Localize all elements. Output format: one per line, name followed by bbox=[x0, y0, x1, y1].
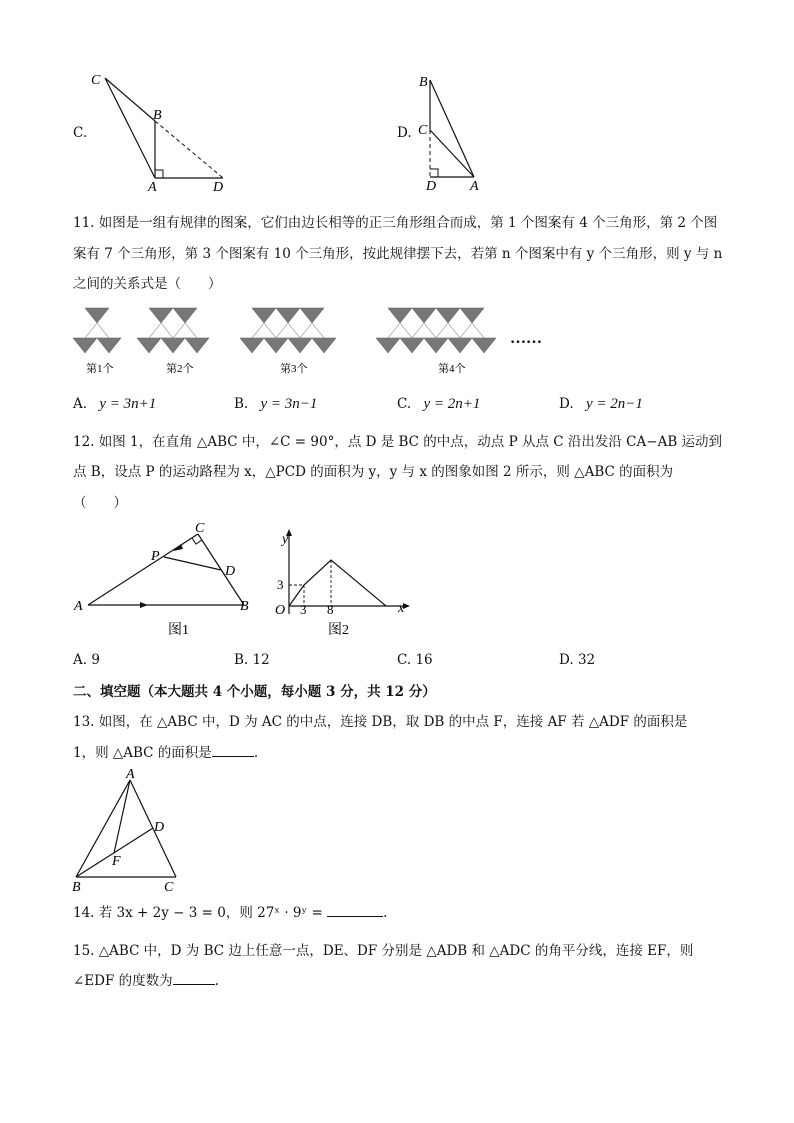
fig-d-label-c: C bbox=[418, 123, 428, 138]
pattern-caption-1: 第1个 bbox=[86, 363, 114, 375]
q15-line-2-text: ∠EDF 的度数为 bbox=[73, 973, 173, 989]
pattern-triangle bbox=[412, 308, 436, 323]
q13-label-b: B bbox=[72, 880, 81, 895]
pattern-triangle bbox=[85, 323, 109, 338]
q12-line-2: 点 B，设点 P 的运动路程为 x，△PCD 的面积为 y，y 与 x 的图象如图 2 所示，则 △ABC 的面积为 bbox=[73, 464, 674, 480]
fig2-graph-line bbox=[289, 560, 386, 606]
pattern-caption-2: 第2个 bbox=[166, 363, 194, 375]
pattern-triangle bbox=[240, 338, 264, 353]
q12-figure-1 bbox=[70, 518, 260, 643]
q13-label-a: A bbox=[126, 767, 135, 782]
q11-option-b-letter: B. bbox=[234, 396, 249, 412]
pattern-triangle bbox=[161, 338, 185, 353]
fig2-tick-y3: 3 bbox=[277, 577, 284, 592]
fig-d-label-d: D bbox=[426, 179, 437, 194]
fig2-tick-x3: 3 bbox=[300, 602, 307, 617]
q14-line bbox=[73, 904, 387, 922]
q15-line-2 bbox=[73, 972, 219, 990]
fig-c-label-a: A bbox=[148, 180, 157, 195]
pattern-triangle bbox=[288, 338, 312, 353]
fig1-line-ac bbox=[88, 534, 198, 605]
pattern-triangle bbox=[400, 338, 424, 353]
fig-d-right-angle bbox=[430, 169, 438, 177]
fig1-caption: 图1 bbox=[168, 623, 189, 638]
q13-label-f: F bbox=[112, 854, 121, 869]
fig-c-dashed-bd bbox=[155, 121, 223, 178]
fig2-label-o: O bbox=[275, 603, 286, 618]
q12-option-a-letter: A. bbox=[73, 652, 88, 668]
pattern-1 bbox=[73, 308, 121, 353]
q11-line-3: 之间的关系式是（ ） bbox=[73, 276, 222, 292]
q15-line-1: 15. △ABC 中，D 为 BC 边上任意一点，DE、DF 分别是 △ADB 和 △ADC 的角平分线，连接 EF，则 bbox=[73, 943, 694, 959]
pattern-caption-3: 第3个 bbox=[280, 363, 308, 375]
pattern-triangle bbox=[376, 338, 400, 353]
q12-option-a[interactable] bbox=[73, 652, 100, 668]
pattern-triangle bbox=[185, 338, 209, 353]
q12-option-d[interactable] bbox=[559, 652, 595, 668]
pattern-3 bbox=[240, 308, 336, 353]
fig1-label-a: A bbox=[74, 599, 83, 614]
pattern-2 bbox=[137, 308, 209, 353]
q13-line-af bbox=[114, 780, 130, 853]
q13-label-d: D bbox=[154, 820, 165, 835]
fig-c-line-ca bbox=[105, 78, 155, 178]
q11-option-b[interactable] bbox=[234, 396, 317, 413]
pattern-triangle bbox=[436, 308, 460, 323]
q12-option-c[interactable] bbox=[397, 652, 433, 668]
q11-option-c-expr: y = 2n+1 bbox=[423, 396, 481, 412]
fig-d-line-ba bbox=[430, 80, 474, 177]
q12-option-b-letter: B. bbox=[234, 652, 249, 668]
q13-line-1: 13. 如图，在 △ABC 中，D 为 AC 的中点，连接 DB，取 DB 的中点 F，连接 AF 若 △ADF 的面积是 bbox=[73, 714, 688, 730]
section-2-heading: 二、填空题（本大题共 4 个小题，每小题 3 分，共 12 分） bbox=[73, 684, 436, 700]
pattern-triangle bbox=[460, 308, 484, 323]
pattern-triangle bbox=[149, 308, 173, 323]
q12-line-3: （ ） bbox=[73, 495, 127, 511]
q12-option-c-letter: C. bbox=[397, 652, 412, 668]
option-c-letter: C. bbox=[73, 125, 88, 141]
pattern-triangle bbox=[85, 308, 109, 323]
q11-option-b-expr: y = 3n−1 bbox=[260, 396, 318, 412]
fig2-label-x: x bbox=[398, 601, 405, 616]
q11-option-d-expr: y = 2n−1 bbox=[585, 396, 643, 412]
q13-line-2 bbox=[73, 744, 258, 762]
pattern-caption-4: 第4个 bbox=[438, 363, 466, 375]
fig1-label-c: C bbox=[195, 521, 205, 536]
fig-d-label-b: B bbox=[419, 75, 428, 90]
pattern-triangle bbox=[264, 338, 288, 353]
fig-c-right-angle bbox=[155, 170, 163, 178]
fig1-label-d: D bbox=[225, 564, 236, 579]
q11-option-d[interactable] bbox=[559, 396, 643, 413]
fig1-label-b: B bbox=[240, 599, 249, 614]
fig2-caption: 图2 bbox=[328, 623, 349, 638]
pattern-triangle bbox=[252, 308, 276, 323]
q12-line-1: 12. 如图 1，在直角 △ABC 中，∠C = 90°，点 D 是 BC 的中点，动点 P 从点 C 沿出发沿 CA−AB 运动到 bbox=[73, 434, 723, 450]
pattern-triangle bbox=[73, 338, 97, 353]
fig1-label-p: P bbox=[151, 549, 160, 564]
option-d-letter: D. bbox=[397, 125, 412, 141]
q12-option-d-letter: D. bbox=[559, 652, 574, 668]
q14-end: . bbox=[383, 905, 388, 921]
q11-pattern-figure bbox=[70, 300, 590, 380]
fig-c-label-b: B bbox=[153, 108, 162, 123]
pattern-triangle bbox=[137, 338, 161, 353]
q11-option-c-letter: C. bbox=[397, 396, 412, 412]
q15-answer-blank[interactable] bbox=[173, 972, 215, 985]
fig-c-line-cb bbox=[105, 78, 155, 121]
q13-line-2-end: . bbox=[253, 745, 259, 761]
q12-option-c-value: 16 bbox=[415, 652, 433, 668]
q15-line-2-end: . bbox=[214, 973, 219, 989]
fig1-arrow-ab bbox=[140, 602, 148, 608]
q11-option-a-expr: y = 3n+1 bbox=[99, 396, 157, 412]
pattern-triangle bbox=[424, 338, 448, 353]
q13-triangle-figure bbox=[68, 765, 188, 895]
q11-option-c[interactable] bbox=[397, 396, 480, 413]
q12-option-b[interactable] bbox=[234, 652, 270, 668]
pattern-triangle bbox=[300, 308, 324, 323]
q13-line-2-text: 1，则 △ABC 的面积是 bbox=[73, 745, 212, 761]
pattern-ellipsis: …… bbox=[510, 330, 542, 347]
fig2-tick-x8: 8 bbox=[327, 602, 334, 617]
q14-answer-blank[interactable] bbox=[327, 904, 383, 917]
pattern-triangle bbox=[173, 308, 197, 323]
q10-figure-c bbox=[85, 66, 235, 196]
fig2-label-y: y bbox=[282, 532, 289, 547]
q12-option-a-value: 9 bbox=[91, 652, 100, 668]
fig-d-line-ca bbox=[430, 130, 474, 177]
q12-option-b-value: 12 bbox=[252, 652, 270, 668]
pattern-triangle bbox=[97, 338, 121, 353]
q13-line-ab bbox=[76, 780, 130, 877]
fig-d-label-a: A bbox=[470, 179, 479, 194]
q10-figure-d bbox=[410, 66, 500, 196]
q11-option-d-letter: D. bbox=[559, 396, 574, 412]
pattern-triangle bbox=[312, 338, 336, 353]
fig-c-label-c: C bbox=[91, 73, 101, 88]
q12-option-d-value: 32 bbox=[577, 652, 596, 668]
q11-option-a-letter: A. bbox=[73, 396, 88, 412]
q11-line-1: 11. 如图是一组有规律的图案，它们由边长相等的正三角形组合而成，第 1 个图案有 4 个三角形，第 2 个图 bbox=[73, 215, 718, 231]
fig-c-label-d: D bbox=[213, 180, 224, 195]
q13-answer-blank[interactable] bbox=[212, 744, 254, 757]
q13-label-c: C bbox=[164, 880, 174, 895]
q11-line-2: 案有 7 个三角形，第 3 个图案有 10 个三角形，按此规律摆下去，若第 n 个图案中有 y 个三角形，则 y 与 n bbox=[73, 246, 723, 262]
pattern-triangle bbox=[276, 308, 300, 323]
q11-option-a[interactable] bbox=[73, 396, 156, 413]
pattern-triangle bbox=[448, 338, 472, 353]
q12-figure-2-graph bbox=[260, 522, 420, 642]
pattern-triangle bbox=[388, 308, 412, 323]
fig1-line-pd bbox=[164, 557, 221, 570]
q14-text: 14. 若 3x + 2y − 3 = 0，则 27ˣ · 9ʸ = bbox=[73, 905, 323, 921]
pattern-triangle bbox=[472, 338, 496, 353]
